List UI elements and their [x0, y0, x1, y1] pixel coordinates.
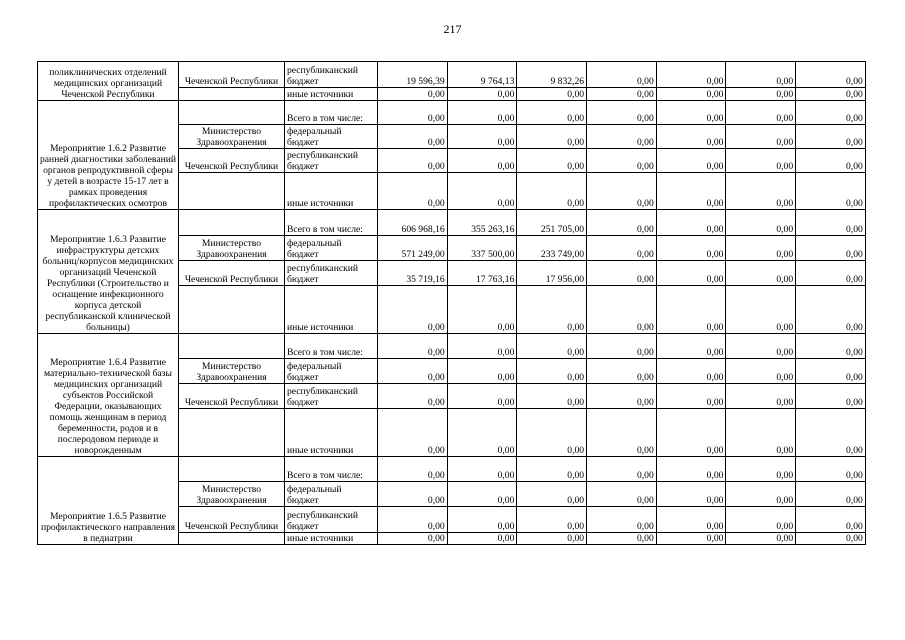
amount-cell: 0,00 — [726, 62, 796, 88]
funding-source-cell: республиканский бюджет — [285, 507, 378, 533]
amount-cell: 0,00 — [447, 334, 517, 359]
executor-cell: Чеченской Республики — [179, 507, 285, 533]
funding-source-cell: иные источники — [285, 173, 378, 210]
amount-cell: 0,00 — [447, 482, 517, 507]
amount-cell: 0,00 — [656, 359, 726, 384]
table-row — [38, 62, 866, 88]
amount-cell: 606 968,16 — [378, 210, 448, 236]
amount-cell: 0,00 — [447, 507, 517, 533]
amount-cell: 0,00 — [656, 62, 726, 88]
measure-name-cell: Мероприятие 1.6.3 Развитие инфраструктуры детских больниц/корпусов медицинских организаций Чеченской Республики (Строительство и оснащение инфекционного корпуса детской республиканской клинической больницы) — [38, 210, 179, 334]
amount-cell: 0,00 — [447, 101, 517, 125]
amount-cell: 0,00 — [378, 101, 448, 125]
amount-cell: 0,00 — [447, 409, 517, 457]
amount-cell: 0,00 — [447, 125, 517, 149]
amount-cell: 0,00 — [447, 173, 517, 210]
amount-cell: 0,00 — [726, 533, 796, 545]
amount-cell: 0,00 — [587, 286, 657, 334]
amount-cell: 0,00 — [517, 359, 587, 384]
amount-cell: 0,00 — [796, 173, 866, 210]
amount-cell: 0,00 — [656, 457, 726, 482]
amount-cell: 0,00 — [587, 210, 657, 236]
amount-cell: 0,00 — [587, 62, 657, 88]
page-number: 217 — [443, 22, 462, 36]
amount-cell: 0,00 — [656, 409, 726, 457]
amount-cell: 0,00 — [517, 482, 587, 507]
amount-cell: 337 500,00 — [447, 236, 517, 261]
executor-cell — [179, 210, 285, 236]
amount-cell: 0,00 — [587, 507, 657, 533]
amount-cell: 0,00 — [447, 359, 517, 384]
funding-source-cell: иные источники — [285, 88, 378, 101]
amount-cell: 0,00 — [587, 482, 657, 507]
amount-cell: 0,00 — [796, 149, 866, 173]
budget-table — [37, 61, 866, 545]
funding-source-cell: иные источники — [285, 409, 378, 457]
amount-cell: 0,00 — [796, 62, 866, 88]
amount-cell: 0,00 — [587, 359, 657, 384]
amount-cell: 0,00 — [517, 149, 587, 173]
amount-cell: 0,00 — [796, 409, 866, 457]
amount-cell: 0,00 — [796, 88, 866, 101]
amount-cell: 0,00 — [378, 334, 448, 359]
amount-cell: 0,00 — [726, 101, 796, 125]
amount-cell: 0,00 — [796, 125, 866, 149]
amount-cell: 0,00 — [587, 384, 657, 409]
executor-cell — [179, 533, 285, 545]
amount-cell: 0,00 — [726, 409, 796, 457]
amount-cell: 0,00 — [796, 507, 866, 533]
funding-source-cell: республиканский бюджет — [285, 62, 378, 88]
amount-cell: 0,00 — [517, 384, 587, 409]
amount-cell: 0,00 — [517, 457, 587, 482]
amount-cell: 0,00 — [447, 149, 517, 173]
amount-cell: 0,00 — [726, 173, 796, 210]
amount-cell: 0,00 — [726, 482, 796, 507]
amount-cell: 0,00 — [587, 261, 657, 286]
amount-cell: 0,00 — [517, 507, 587, 533]
measure-name-cell: Мероприятие 1.6.4 Развитие материально-технической базы медицинских организаций субъектов Российской Федерации, оказывающих помощь женщинам в период беременности, родов и в послеродовом периоде и новорожденным — [38, 334, 179, 457]
executor-cell — [179, 173, 285, 210]
amount-cell: 9 764,13 — [447, 62, 517, 88]
funding-source-cell: Всего в том числе: — [285, 210, 378, 236]
amount-cell: 0,00 — [587, 457, 657, 482]
amount-cell: 0,00 — [656, 482, 726, 507]
executor-cell: Чеченской Республики — [179, 149, 285, 173]
amount-cell: 0,00 — [796, 334, 866, 359]
amount-cell: 0,00 — [726, 210, 796, 236]
amount-cell: 0,00 — [378, 88, 448, 101]
amount-cell: 0,00 — [517, 88, 587, 101]
table-row — [38, 101, 866, 125]
amount-cell: 0,00 — [378, 507, 448, 533]
executor-cell — [179, 334, 285, 359]
executor-cell: Министерство Здравоохранения — [179, 482, 285, 507]
amount-cell: 0,00 — [726, 236, 796, 261]
funding-source-cell: федеральный бюджет — [285, 125, 378, 149]
amount-cell: 571 249,00 — [378, 236, 448, 261]
amount-cell: 0,00 — [656, 101, 726, 125]
amount-cell: 0,00 — [726, 286, 796, 334]
amount-cell: 0,00 — [378, 482, 448, 507]
executor-cell: Министерство Здравоохранения — [179, 125, 285, 149]
amount-cell: 0,00 — [726, 149, 796, 173]
amount-cell: 0,00 — [796, 457, 866, 482]
executor-cell — [179, 409, 285, 457]
executor-cell: Чеченской Республики — [179, 384, 285, 409]
executor-cell — [179, 101, 285, 125]
amount-cell: 0,00 — [726, 359, 796, 384]
amount-cell: 0,00 — [796, 533, 866, 545]
executor-cell: Чеченской Республики — [179, 261, 285, 286]
amount-cell: 0,00 — [517, 286, 587, 334]
funding-source-cell: федеральный бюджет — [285, 236, 378, 261]
amount-cell: 0,00 — [726, 88, 796, 101]
funding-source-cell: Всего в том числе: — [285, 101, 378, 125]
amount-cell: 0,00 — [447, 384, 517, 409]
amount-cell: 0,00 — [587, 125, 657, 149]
amount-cell: 0,00 — [378, 149, 448, 173]
amount-cell: 0,00 — [796, 286, 866, 334]
amount-cell: 0,00 — [656, 173, 726, 210]
amount-cell: 0,00 — [587, 334, 657, 359]
amount-cell: 0,00 — [656, 125, 726, 149]
amount-cell: 0,00 — [587, 149, 657, 173]
amount-cell: 0,00 — [587, 88, 657, 101]
amount-cell: 0,00 — [726, 457, 796, 482]
amount-cell: 0,00 — [726, 384, 796, 409]
amount-cell: 0,00 — [656, 149, 726, 173]
amount-cell: 0,00 — [726, 507, 796, 533]
amount-cell: 0,00 — [447, 88, 517, 101]
table-row — [38, 210, 866, 236]
amount-cell: 0,00 — [656, 88, 726, 101]
funding-source-cell: иные источники — [285, 286, 378, 334]
funding-source-cell: Всего в том числе: — [285, 457, 378, 482]
amount-cell: 0,00 — [587, 533, 657, 545]
amount-cell: 17 956,00 — [517, 261, 587, 286]
amount-cell: 355 263,16 — [447, 210, 517, 236]
amount-cell: 233 749,00 — [517, 236, 587, 261]
amount-cell: 0,00 — [726, 334, 796, 359]
measure-name-cell: Мероприятие 1.6.5 Развитие профилактического направления в педиатрии — [38, 457, 179, 545]
amount-cell: 0,00 — [517, 533, 587, 545]
amount-cell: 0,00 — [587, 101, 657, 125]
funding-source-cell: иные источники — [285, 533, 378, 545]
amount-cell: 0,00 — [726, 261, 796, 286]
executor-cell: Министерство Здравоохранения — [179, 236, 285, 261]
amount-cell: 0,00 — [656, 334, 726, 359]
amount-cell: 0,00 — [378, 409, 448, 457]
amount-cell: 0,00 — [796, 482, 866, 507]
funding-source-cell: республиканский бюджет — [285, 261, 378, 286]
amount-cell: 0,00 — [517, 334, 587, 359]
amount-cell: 0,00 — [378, 384, 448, 409]
amount-cell: 0,00 — [726, 125, 796, 149]
funding-source-cell: Всего в том числе: — [285, 334, 378, 359]
amount-cell: 0,00 — [378, 359, 448, 384]
amount-cell: 19 596,39 — [378, 62, 448, 88]
amount-cell: 251 705,00 — [517, 210, 587, 236]
amount-cell: 0,00 — [378, 533, 448, 545]
executor-cell — [179, 286, 285, 334]
measure-name-cell: поликлинических отделений медицинских организаций Чеченской Республики — [38, 62, 179, 101]
amount-cell: 0,00 — [656, 286, 726, 334]
amount-cell: 0,00 — [447, 457, 517, 482]
amount-cell: 0,00 — [517, 173, 587, 210]
amount-cell: 0,00 — [656, 507, 726, 533]
amount-cell: 0,00 — [656, 384, 726, 409]
amount-cell: 0,00 — [587, 236, 657, 261]
amount-cell: 0,00 — [656, 236, 726, 261]
measure-name-cell: Мероприятие 1.6.2 Развитие ранней диагностики заболеваний органов репродуктивной сферы у детей в возрасте 15-17 лет в рамках проведения профилактических осмотров — [38, 101, 179, 210]
amount-cell: 0,00 — [378, 125, 448, 149]
amount-cell: 35 719,16 — [378, 261, 448, 286]
amount-cell: 17 763,16 — [447, 261, 517, 286]
amount-cell: 0,00 — [587, 173, 657, 210]
funding-source-cell: федеральный бюджет — [285, 359, 378, 384]
amount-cell: 0,00 — [796, 236, 866, 261]
amount-cell: 0,00 — [796, 210, 866, 236]
executor-cell — [179, 457, 285, 482]
table-row — [38, 334, 866, 359]
amount-cell: 9 832,26 — [517, 62, 587, 88]
amount-cell: 0,00 — [656, 261, 726, 286]
amount-cell: 0,00 — [796, 384, 866, 409]
amount-cell: 0,00 — [656, 533, 726, 545]
funding-source-cell: республиканский бюджет — [285, 149, 378, 173]
amount-cell: 0,00 — [517, 101, 587, 125]
amount-cell: 0,00 — [517, 409, 587, 457]
amount-cell: 0,00 — [447, 533, 517, 545]
amount-cell: 0,00 — [796, 101, 866, 125]
amount-cell: 0,00 — [796, 261, 866, 286]
amount-cell: 0,00 — [587, 409, 657, 457]
amount-cell: 0,00 — [378, 286, 448, 334]
amount-cell: 0,00 — [796, 359, 866, 384]
amount-cell: 0,00 — [378, 173, 448, 210]
table-row — [38, 457, 866, 482]
executor-cell — [179, 88, 285, 101]
amount-cell: 0,00 — [656, 210, 726, 236]
funding-source-cell: федеральный бюджет — [285, 482, 378, 507]
amount-cell: 0,00 — [378, 457, 448, 482]
executor-cell: Министерство Здравоохранения — [179, 359, 285, 384]
executor-cell: Чеченской Республики — [179, 62, 285, 88]
amount-cell: 0,00 — [517, 125, 587, 149]
amount-cell: 0,00 — [447, 286, 517, 334]
funding-source-cell: республиканский бюджет — [285, 384, 378, 409]
